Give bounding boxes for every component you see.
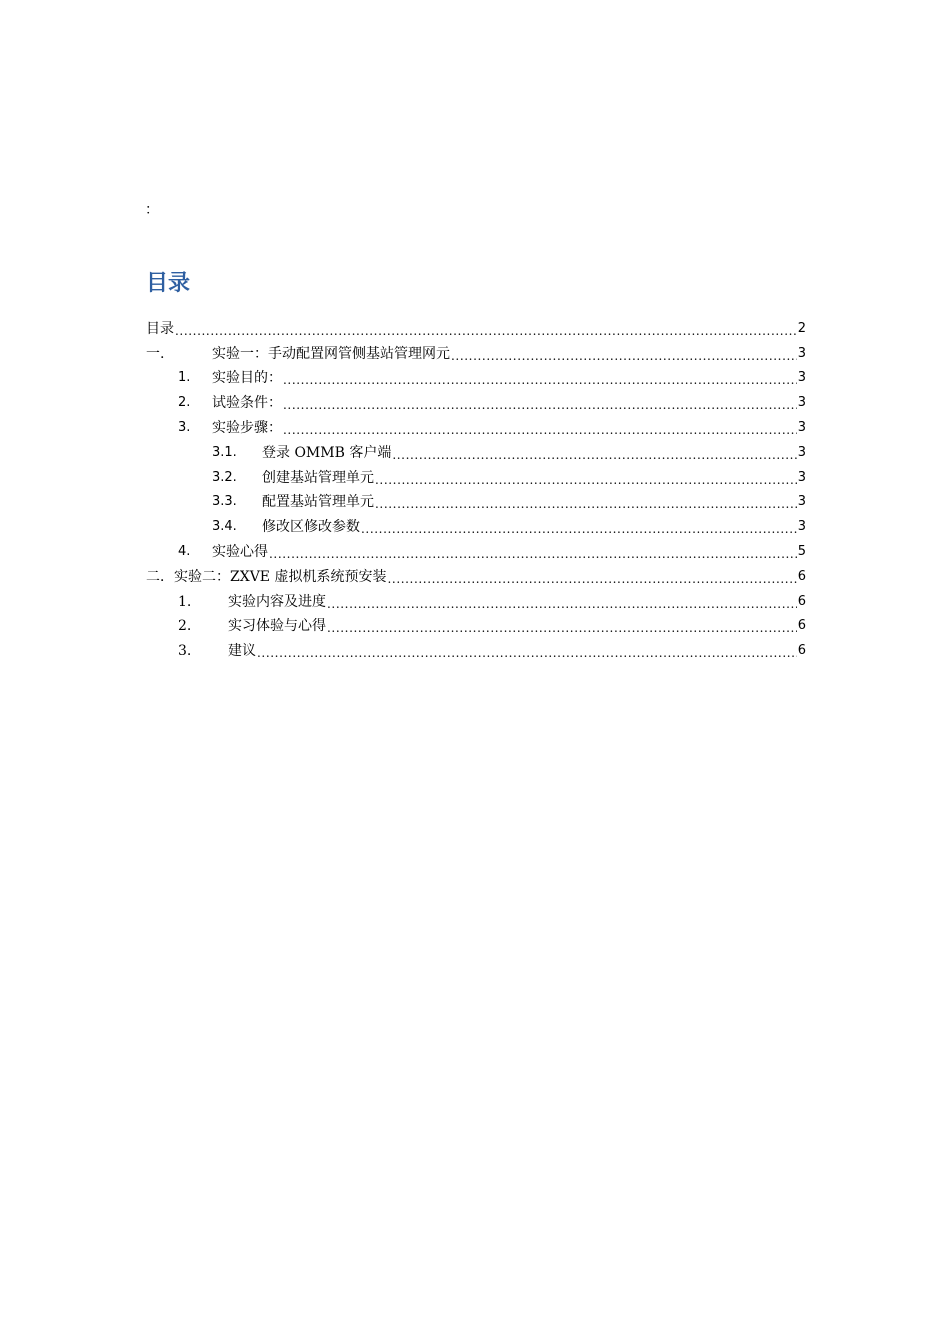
toc-entry-text: 二．实验二：ZXVE 虚拟机系统预安装 [146, 568, 387, 585]
toc-entry-number: 4. [178, 543, 191, 559]
toc-leader-dots [283, 419, 797, 437]
toc-leader-dots [269, 543, 797, 561]
toc-entry-create-unit[interactable] [146, 462, 806, 487]
toc-leader-dots [175, 320, 797, 338]
toc-entry-text: 实验目的： [212, 370, 282, 387]
toc-leader-dots [387, 568, 796, 586]
stray-colon: ： [145, 202, 159, 218]
toc-entry-page: 3 [797, 519, 806, 535]
toc-entry-page: 6 [797, 568, 806, 584]
toc-entry-content-progress[interactable] [146, 586, 806, 611]
toc-leader-dots [361, 518, 797, 536]
toc-entry-page: 6 [797, 593, 806, 609]
toc-entry-conditions[interactable] [146, 387, 806, 412]
toc-entry-purpose[interactable] [146, 363, 806, 388]
toc-entry-text: 试验条件： [212, 395, 282, 412]
toc-entry-steps[interactable] [146, 412, 806, 437]
toc-entry-text: 修改区修改参数 [262, 519, 360, 536]
toc-entry-number: 3. [178, 643, 192, 660]
toc-leader-dots [375, 469, 797, 487]
toc-leader-dots [327, 593, 797, 611]
toc-entry-text: 实验一：手动配置网管侧基站管理网元 [212, 345, 450, 362]
toc-entry-text: 创建基站管理单元 [262, 469, 374, 486]
toc-entry-text: 实验内容及进度 [228, 593, 326, 610]
toc-entry-page: 3 [797, 444, 806, 460]
toc-entry-text: 建议 [228, 643, 256, 660]
toc-leader-dots [375, 493, 797, 511]
toc-entry-number: 2. [178, 395, 191, 411]
toc-entry-experiment-2[interactable] [146, 561, 806, 586]
toc-entry-page: 3 [797, 345, 806, 361]
toc-entry-text: 实验心得 [212, 543, 268, 560]
toc-entry-text: 实验步骤： [212, 419, 282, 436]
toc-entry-number: 3. [178, 419, 191, 435]
toc-entry-reflection[interactable] [146, 536, 806, 561]
toc-leader-dots [392, 444, 796, 462]
toc-entry-text: 配置基站管理单元 [262, 494, 374, 511]
toc-leader-dots [283, 394, 797, 412]
toc-entry-number: 1. [178, 593, 192, 610]
toc-entry-page: 2 [797, 320, 806, 336]
toc-entry-number: 2. [178, 618, 192, 635]
toc-entry-text: 登录 OMMB 客户端 [262, 444, 392, 461]
toc-entry-internship-experience[interactable] [146, 611, 806, 636]
toc-entry-number: 3.2. [212, 469, 237, 485]
toc-entry-configure-unit[interactable] [146, 487, 806, 512]
toc-entry-number: 3.4. [212, 519, 237, 535]
toc-entry-number: 1. [178, 370, 191, 386]
toc-entry-text: 目录 [146, 320, 174, 337]
toc-entry-number: 一. [146, 345, 165, 362]
toc-entry-page: 3 [797, 469, 806, 485]
toc-entry-number: 3.3. [212, 494, 237, 510]
toc-entry-text: 实习体验与心得 [228, 618, 326, 635]
toc-entry-page: 6 [797, 643, 806, 659]
toc-entry-number: 3.1. [212, 444, 237, 460]
toc-entry-page: 3 [797, 370, 806, 386]
toc-leader-dots [283, 369, 797, 387]
toc-entry-page: 3 [797, 419, 806, 435]
toc-entry-page: 3 [797, 494, 806, 510]
toc-entry-page: 5 [797, 543, 806, 559]
toc-entry-contents[interactable] [146, 313, 806, 338]
toc-leader-dots [451, 345, 797, 363]
toc-entry-experiment-1[interactable] [146, 338, 806, 363]
toc-title: 目录 [146, 271, 191, 296]
toc-leader-dots [327, 617, 797, 635]
toc-entry-suggestions[interactable] [146, 635, 806, 660]
toc-entry-login[interactable] [146, 437, 806, 462]
toc-entry-page: 3 [797, 395, 806, 411]
toc-leader-dots [257, 642, 797, 660]
table-of-contents [146, 313, 806, 660]
toc-entry-modify-params[interactable] [146, 511, 806, 536]
toc-entry-page: 6 [797, 618, 806, 634]
